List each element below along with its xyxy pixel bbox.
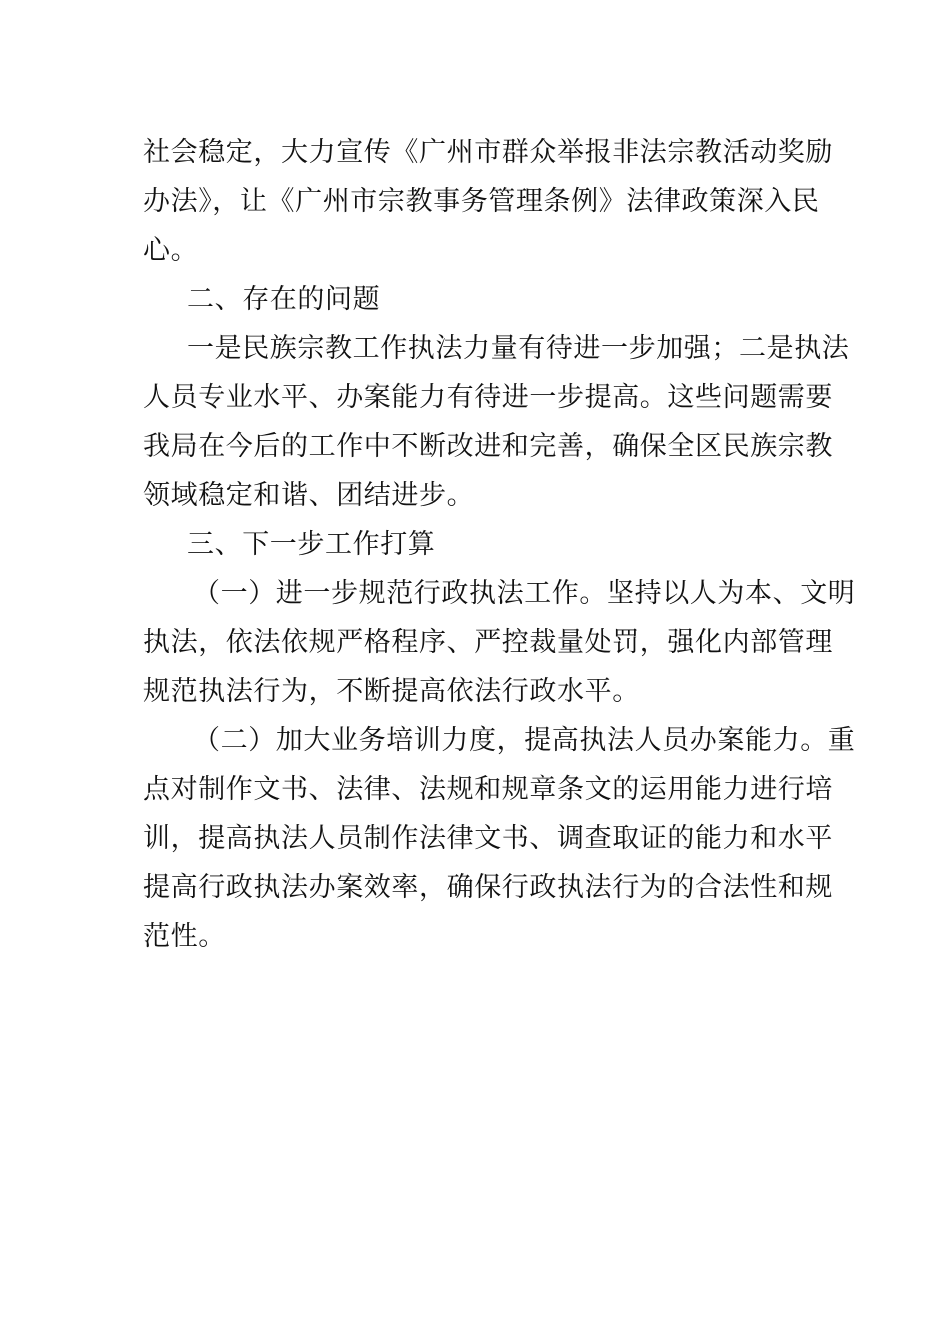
paragraph-line: 执法，依法依规严格程序、严控裁量处罚，强化内部管理	[143, 627, 833, 658]
paragraph-line: 领域稳定和谐、团结进步。	[143, 480, 475, 511]
paragraph-line: （二）加大业务培训力度，提高执法人员办案能力。重	[193, 725, 856, 756]
paragraph-line: 办法》，让《广州市宗教事务管理条例》法律政策深入民	[143, 186, 820, 217]
section-heading-next-steps: 三、下一步工作打算	[187, 529, 436, 560]
paragraph-line: 点对制作文书、法律、法规和规章条文的运用能力进行培	[143, 774, 833, 805]
section-heading-problems: 二、存在的问题	[187, 284, 381, 315]
paragraph-line: 一是民族宗教工作执法力量有待进一步加强；二是执法	[187, 333, 850, 364]
paragraph-line: 提高行政执法办案效率，确保行政执法行为的合法性和规	[143, 872, 833, 903]
paragraph-line: 社会稳定，大力宣传《广州市群众举报非法宗教活动奖励	[143, 137, 833, 168]
paragraph-line: 训，提高执法人员制作法律文书、调查取证的能力和水平	[143, 823, 833, 854]
paragraph-line: 规范执法行为，不断提高依法行政水平。	[143, 676, 640, 707]
document-body	[143, 128, 856, 961]
paragraph-line: 人员专业水平、办案能力有待进一步提高。这些问题需要	[143, 382, 833, 413]
paragraph-line: 心。	[143, 235, 199, 266]
paragraph-line: 我局在今后的工作中不断改进和完善，确保全区民族宗教	[143, 431, 833, 462]
paragraph-line: 范性。	[143, 921, 226, 952]
paragraph-line: （一）进一步规范行政执法工作。坚持以人为本、文明	[193, 578, 856, 609]
